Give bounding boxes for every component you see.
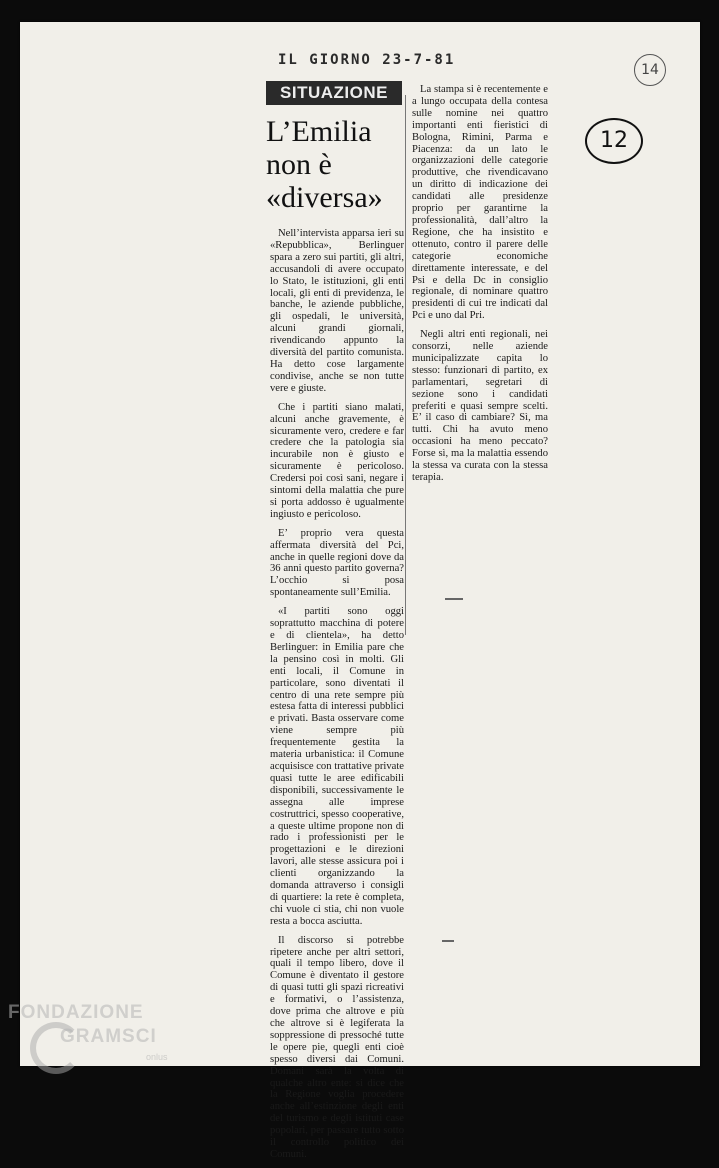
paragraph: Che i partiti siano malati, alcuni anche gravemente, è sicuramente vero, credere e far credere che la patologia sia incurabile non è giusto e sicuramente è pericoloso. Credersi poi così sani, negare i sintomi della malattia che pure si porta addosso è ugualmente ingiusto e pericoloso. [270,401,404,520]
watermark-suffix: onlus [146,1052,168,1062]
watermark-line-2: GRAMSCI [60,1026,157,1047]
paragraph: Il discorso si potrebbe ripetere anche per altri settori, quali il tempo libero, dove il Comune è diventato il gestore di quasi tutti gli spazi ricreativi e formativi, o l’assistenza, dove prima che altrove e più che altrove si è legiferata la soppressione di pressoché tutte le opere pie, quegli enti cioè spesso diversi dai Comuni. Domani sarà la volta di qualche altro ente: si dice che la Regione voglia procedere anche all’estinzione degli enti del turismo e degli istituti case popolari, per passare tutto sotto il controllo politico dei Comuni. [270,934,404,1160]
paragraph: Negli altri enti regionali, nei consorzi, nelle aziende municipalizzate capita lo stesso: funzionari di partito, ex parlamentari, segretari di sezione sono i candidati preferiti e quasi sempre scelti. E’ il caso di cambiare? Sì, ma tutti. Chi ha avuto meno occasioni ha meno peccato? Forse sì, ma la malattia essendo la stessa va curata con la stessa terapia. [412,329,548,483]
pencil-mark [445,598,463,600]
paragraph: «I partiti sono oggi soprattutto macchina di potere e di clientela», ha detto Berlinguer: in Emilia pare che la pensino così in molti. Gli enti locali, il Comune in particolare, sono diventati il centro di una rete sempre più estesa fatta di interessi pubblici e privati. Basta osservare come viene sempre più frequentemente gestita la materia urbanistica: il Comune acquisisce con trattative private quasi tutte le aree edificabili disponibili, successivamente le assegna alle imprese costruttrici, spesso cooperative, a queste ultime propone non di rado i professionisti per le progettazioni e le direzioni lavori, alle stesse assicura poi i clienti organizzando la domanda attraverso i consigli di quartiere: la rete è completa, chi vuole ci stia, chi non vuole resta a bocca asciutta. [270,606,404,927]
watermark-line-1: FONDAZIONE [8,1002,144,1023]
article-headline: L’Emilia non è «diversa» [266,115,383,214]
handwritten-page-number: 14 [634,54,666,86]
paragraph: Nell’intervista apparsa ieri su «Repubblica», Berlinguer spara a zero sui partiti, gli altri, accusandoli di avere occupato lo Stato, le istituzioni, gli enti locali, gli enti di previdenza, le banche, le aziende pubbliche, gli ospedali, le università, alcuni grandi giornali, rivendicando appunto la diversità del partito comunista. Ha detto cose largamente condivise, anche se non tutte vere e giuste. [270,228,404,394]
article-kicker: SITUAZIONE [266,81,402,105]
article-column-1 [270,228,404,1168]
handwritten-sequence-number: 12 [585,118,643,164]
paragraph: E’ proprio vera questa affermata diversità del Pci, anche in quelle regioni dove da 36 anni questo partito governa? L’occhio si posa spontaneamente sull’Emilia. [270,527,404,599]
handwritten-masthead: IL GIORNO 23-7-81 [278,52,456,68]
column-divider [405,95,406,635]
article-column-2 [412,84,548,491]
paragraph: La stampa si è recentemente e a lungo occupata della contesa sulle nomine nei quattro importanti enti fieristici di Bologna, Rimini, Parma e Piacenza: da un lato le organizzazioni delle categorie produttive, che rivendicavano un diritto di indicazione dei candidati alle presidenze proprio per garantirne la professionalità, dall’altro la Regione, che ha insistito e ottenuto, contro il parere delle categorie economiche direttamente interessate, e del Psi e della Dc in consiglio regionale, di nominare quattro presidenti di cui tre indicati dal Pci e uno dal Pri. [412,84,548,322]
pencil-mark [442,940,454,942]
